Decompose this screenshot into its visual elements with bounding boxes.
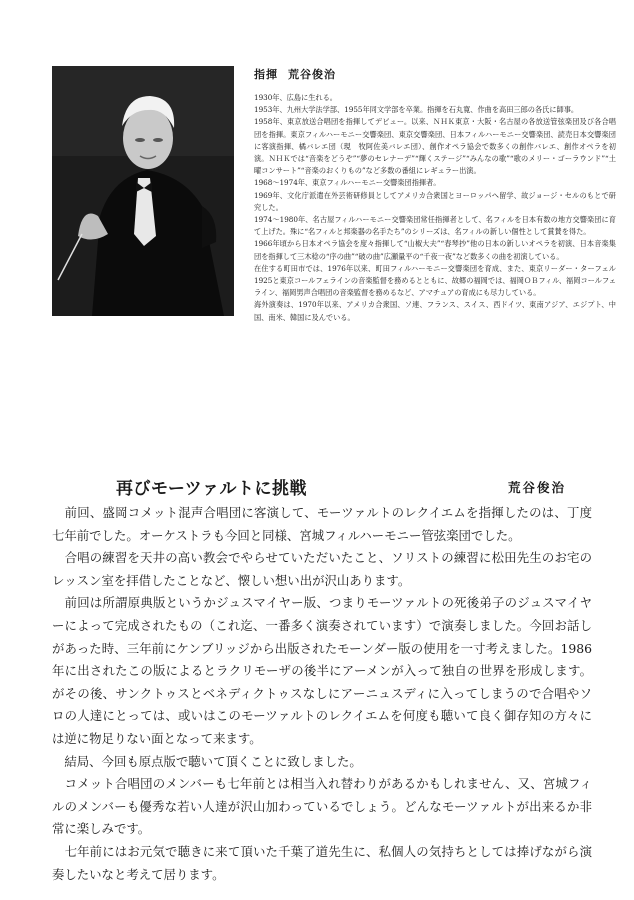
bio-paragraph: 1974～1980年、名古屋フィルハーモニー交響楽団常任指揮者として、名フィルを日本有数の地方交響楽団に育て上げた。殊に“名フィルと邦楽器の名手たち”のシリーズは、名フィルの新しい個性として賞賛を得た。 [254,215,616,237]
essay-title: 再びモーツァルトに挑戦 [116,479,307,499]
essay-paragraph [52,547,592,592]
bio-paragraph: 1969年、文化庁派遣在外芸術研修員としてアメリカ合衆国とヨーロッパへ留学、故ジョージ・セルのもとで研究した。 [254,190,616,212]
bio-paragraph: 1966年頃から日本オペラ協会を度々指揮して“山椒大夫”“春琴抄”他の日本の新しいオペラを初演、日本音楽集団を指揮して三木稔の“序の曲”“破の曲”広瀬量平の“千夜一夜”など数多くの曲を初演している。 [254,239,616,261]
essay-paragraph [52,592,592,750]
conductor-biography [254,66,616,324]
essay-paragraph [52,502,592,547]
bio-paragraph: 1958年、東京放送合唱団を指揮してデビュー。以来、ＮＨＫ東京・大阪・名古屋の各放送管弦楽団及び各合唱団を指揮。東京フィルハーモニー交響楽団、東京交響楽団、日本フィルハーモニー交響楽団、読売日本交響楽団に客演指揮、橘バレエ団（現 牧阿佐美バレエ団）、創作オペラ協会で数多くの創作バレエ、創作オペラを初演。ＮＨＫでは“音楽をどうぞ”“夢のセレナーデ”“輝くステージ”“みんなの歌”“歌のメリー・ゴーラウンド”“土曜コンサート”“音楽のおくりもの”など多数の番組にレギュラー出演。 [254,117,616,176]
essay-paragraph-text: 前回、盛岡コメット混声合唱団に客演して、モーツァルトのレクイエムを指揮したのは、丁度七年前でした。オーケストラも今回と同様、宮城フィルハーモニー管弦楽団でした。 [52,505,593,543]
bio-paragraph: 在住する町田市では、1976年以来、町田フィルハーモニー交響楽団を育成、また、東京リーダー・ターフェル1925と東京コールフェラインの音楽監督を務めるとともに、故郷の福岡では、福岡ＯＢフィル、福岡コールフェライン、福岡男声合唱団の音楽監督を務めるなど、アマチュアの育成にも尽力している。 [254,263,616,298]
essay-paragraph-text: 前回は所謂原典版というかジュスマイヤー版、つまりモーツァルトの死後弟子のジュスマイヤーによって完成されたもの（これ迄、一番多く演奏されています）で演奏しました。今回お話しがあった時、三年前にケンブリッジから出版されたモーンダー版の使用を一寸考えました。1986年に出されたこの版によるとラクリモーザの後半にアーメンが入って独自の世界を形成します。がその後、サンクトゥスとベネディクトゥスなしにアーニュスディに入ってしまうので合唱やソロの人達にとっては、或いはこのモーツァルトのレクイエムを何度も聴いて良く御存知の方々には逆に物足りない面となって来ます。 [52,595,592,746]
essay-paragraph-text: 七年前にはお元気で聴きに来て頂いた千葉了道先生に、私個人の気持ちとしては捧げながら演奏したいなと考えて居ります。 [52,843,592,882]
conductor-portrait-image [52,66,234,316]
bio-paragraph: 1953年、九州大学法学部、1955年同文学部を卒業。指揮を石丸寛、作曲を高田三郎の各氏に師事。 [254,105,579,115]
essay-paragraph [52,773,592,841]
bio-paragraph: 海外演奏は、1970年以来、アメリカ合衆国、ソ連、フランス、スイス、西ドイツ、東南アジア、エジプト、中国、南米、韓国に及んでいる。 [254,300,616,322]
essay-body [52,502,592,886]
essay-author: 荒谷俊治 [508,480,567,495]
essay-paragraph-text: 合唱の練習を天井の高い教会でやらせていただいたこと、ソリストの練習に松田先生のお宅のレッスン室を拝借したことなど、懐しい想い出が沢山あります。 [52,550,592,588]
conductor-name: 荒谷俊治 [288,68,336,81]
essay-paragraph-text: 結局、今回も原点版で聴いて頂くことに致しました。 [64,753,362,769]
role-label: 指揮 [254,68,278,81]
essay-paragraph [52,841,592,886]
biography-heading [254,66,616,82]
bio-paragraph: 1968～1974年、東京フィルハーモニー交響楽団指揮者。 [254,178,441,188]
essay-paragraph [52,751,592,774]
bio-paragraph: 1930年、広島に生れる。 [254,93,337,102]
essay-paragraph-text: コメット合唱団のメンバーも七年前とは相当入れ替わりがあるかもしれません、又、宮城フィルのメンバーも優秀な若い人達が沢山加わっているでしょう。どんなモーツァルトが出来るか非常に楽しみです。 [52,776,592,837]
conductor-photo [52,66,234,316]
